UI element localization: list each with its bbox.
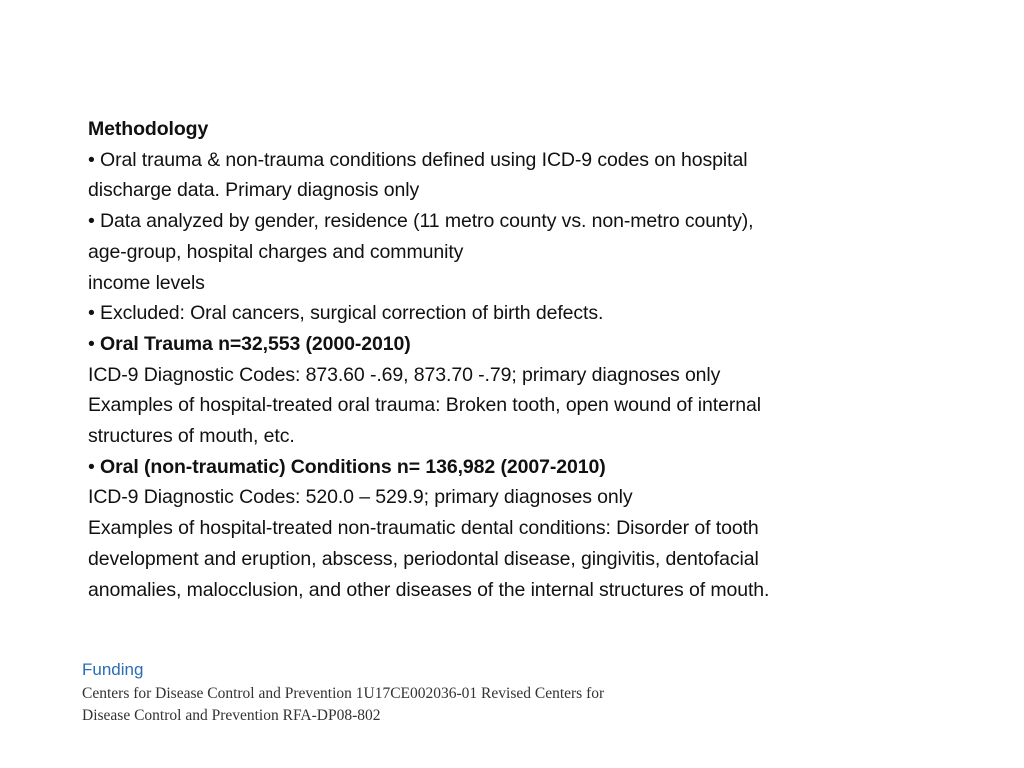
bullet: • [88, 455, 101, 478]
oral-non-trauma-line: anomalies, malocclusion, and other diseases of the internal structures of mouth. [88, 578, 770, 601]
bullet: • [88, 332, 101, 355]
funding-line: Centers for Disease Control and Prevention 1U17CE002036-01 Revised Centers for [82, 685, 605, 702]
methodology-line: discharge data. Primary diagnosis only [88, 179, 420, 202]
oral-non-trauma-heading [88, 452, 968, 483]
oral-non-trauma-title: Oral (non-traumatic) Conditions n= 136,982 (2007-2010) [100, 455, 606, 478]
oral-non-trauma-line: ICD-9 Diagnostic Codes: 520.0 – 529.9; primary diagnoses only [88, 486, 633, 509]
funding-section [82, 659, 802, 727]
oral-trauma-line: ICD-9 Diagnostic Codes: 873.60 -.69, 873.70 -.79; primary diagnoses only [88, 363, 721, 386]
oral-trauma-line: structures of mouth, etc. [88, 425, 295, 448]
oral-non-trauma-line: Examples of hospital-treated non-traumatic dental conditions: Disorder of tooth [88, 517, 759, 540]
oral-trauma-line: Examples of hospital-treated oral trauma: Broken tooth, open wound of internal [88, 394, 761, 417]
funding-line: Disease Control and Prevention RFA-DP08-802 [82, 707, 381, 724]
methodology-line: • Oral trauma & non-trauma conditions defined using ICD-9 codes on hospital [88, 148, 748, 171]
oral-non-trauma-line: development and eruption, abscess, periodontal disease, gingivitis, dentofacial [88, 547, 759, 570]
methodology-line: income levels [88, 271, 205, 294]
funding-heading: Funding [82, 660, 144, 679]
methodology-line: age-group, hospital charges and community [88, 240, 464, 263]
methodology-line: • Excluded: Oral cancers, surgical correction of birth defects. [88, 302, 604, 325]
oral-trauma-heading [88, 329, 968, 360]
methodology-heading: Methodology [88, 118, 209, 140]
oral-trauma-title: Oral Trauma n=32,553 (2000-2010) [100, 332, 411, 355]
methodology-line: • Data analyzed by gender, residence (11 metro county vs. non-metro county), [88, 210, 754, 233]
methodology-section [88, 114, 968, 605]
